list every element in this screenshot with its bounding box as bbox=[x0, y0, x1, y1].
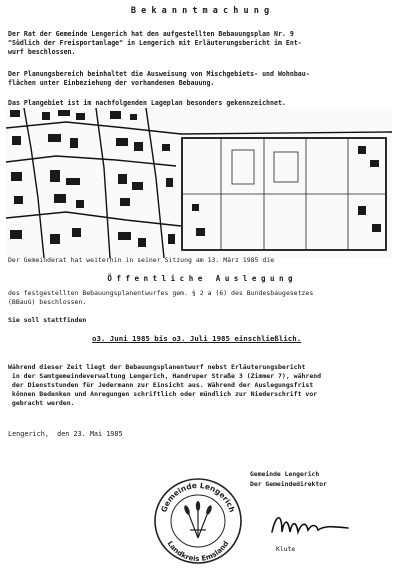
paragraph-legal-basis: des festgestellten Bebauungsplanentwurfes gem. § 2 a (6) des Bundesbaugesetzes (BBauG) beschlossen. bbox=[8, 289, 314, 306]
paragraph-council-meeting: Der Gemeinderat hat weiterhin in seiner Sitzung am 13. März 1985 die bbox=[8, 256, 275, 264]
handwritten-signature bbox=[270, 508, 350, 540]
seal-bottom-text: Landkreis Emsland bbox=[165, 539, 231, 564]
paragraph-schedule-intro: Sie soll stattfinden bbox=[8, 316, 87, 324]
paragraph-planning-area: Der Planungsbereich beinhaltet die Ausweisung von Mischgebiets- und Wohnbau- flächen unter Einbeziehung der vorhandenen Bebauung. bbox=[8, 70, 310, 87]
display-period: o3. Juni 1985 bis o3. Juli 1985 einschließlich. bbox=[92, 334, 302, 343]
svg-text:Landkreis Emsland bbox=[166, 540, 231, 563]
municipal-seal bbox=[152, 476, 244, 566]
place-and-date: Lengerich, den 23. Mai 1985 bbox=[8, 430, 123, 438]
site-plan-map bbox=[6, 108, 392, 258]
seal-top-text: Gemeinde Lengerich bbox=[159, 480, 237, 514]
wheat-sheaf-icon bbox=[188, 508, 208, 538]
paragraph-inspection-details: Während dieser Zeit liegt der Bebauungsplanentwurf nebst Erläuterungsbericht in der Samtgemeindeverwaltung Lengerich, Handruper Straße 3 (Zimmer 7), während der Dienststunden für Jedermann zur Einsicht aus. Während der Auslegungsfrist können Bedenken und Anregungen schriftlich oder mündlich zur Niederschrift vor gebracht werden. bbox=[8, 363, 322, 407]
paragraph-council-decision: Der Rat der Gemeinde Lengerich hat den aufgestellten Bebauungsplan Nr. 9 "Südlich der Freisportanlage" in Lengerich mit Erläuterungsbericht im Ent- wurf beschlossen. bbox=[8, 30, 302, 56]
public-display-heading: Ö f f e n t l i c h e A u s l e g u n g bbox=[107, 274, 293, 283]
paragraph-site-plan-reference: Das Plangebiet ist im nachfolgenden Lageplan besonders gekennzeichnet. bbox=[8, 99, 286, 107]
signature-municipality: Gemeinde Lengerich bbox=[250, 470, 320, 478]
signature-office: Der Gemeindedirektor bbox=[250, 480, 327, 488]
notice-title: B e k a n n t m a c h u n g bbox=[130, 6, 270, 16]
signatory-name: Klute bbox=[276, 545, 296, 553]
